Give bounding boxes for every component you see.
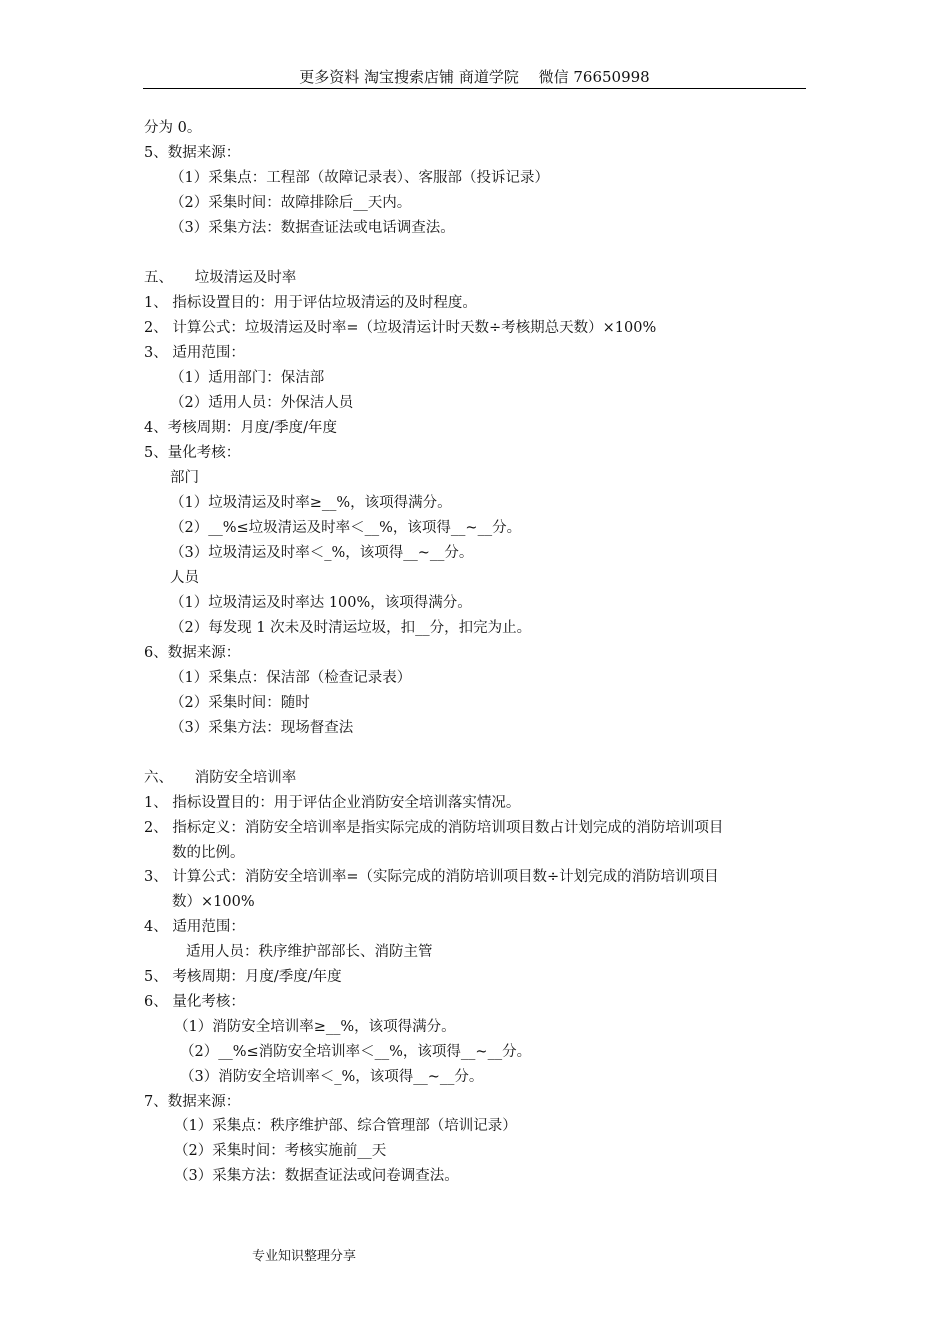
text-line: 1、 指标设置目的：用于评估企业消防安全培训落实情况。 xyxy=(144,795,521,811)
text-line: （1）采集点：保洁部（检查记录表） xyxy=(170,670,412,686)
text-line: 5、数据来源： xyxy=(144,145,241,161)
text-line: 分为 0。 xyxy=(144,120,202,136)
text-line: （3）消防安全培训率＜_%，该项得__~__分。 xyxy=(180,1069,484,1085)
text-line: （1）消防安全培训率≥__%，该项得满分。 xyxy=(174,1019,456,1035)
page-footer: 专业知识整理分享 xyxy=(252,1249,357,1264)
text-line: 数）×100% xyxy=(172,894,255,910)
text-line: 6、数据来源： xyxy=(144,645,241,661)
section-heading: 五、 垃圾清运及时率 xyxy=(144,270,297,286)
text-line: 7、数据来源： xyxy=(144,1094,241,1110)
text-line: 数的比例。 xyxy=(172,845,245,861)
text-line: （2）每发现 1 次未及时清运垃圾，扣__分，扣完为止。 xyxy=(170,620,532,636)
text-line: 3、 适用范围： xyxy=(144,345,245,361)
text-line: （2）采集时间：考核实施前__天 xyxy=(174,1143,387,1159)
text-line: 5、量化考核： xyxy=(144,445,241,461)
page-header: 更多资料 淘宝搜索店铺 商道学院 微信 76650998 xyxy=(143,66,806,89)
text-line: （1）适用部门：保洁部 xyxy=(170,370,325,386)
text-line: 4、考核周期：月度/季度/年度 xyxy=(144,420,337,436)
text-line: （2）__%≤消防安全培训率＜__%，该项得__~__分。 xyxy=(180,1044,532,1060)
text-line: （3）垃圾清运及时率＜_%，该项得__~__分。 xyxy=(170,545,474,561)
section-heading: 六、 消防安全培训率 xyxy=(144,770,297,786)
text-line: 2、 计算公式：垃圾清运及时率=（垃圾清运计时天数÷考核期总天数）×100% xyxy=(144,320,657,336)
text-line: 4、 适用范围： xyxy=(144,919,245,935)
text-line: 适用人员：秩序维护部部长、消防主管 xyxy=(186,944,433,960)
text-line: （1）垃圾清运及时率≥__%，该项得满分。 xyxy=(170,495,452,511)
text-line: 6、 量化考核： xyxy=(144,994,245,1010)
text-line: 1、 指标设置目的：用于评估垃圾清运的及时程度。 xyxy=(144,295,477,311)
text-line: （2）采集时间：故障排除后__天内。 xyxy=(170,195,412,211)
text-line: 5、 考核周期：月度/季度/年度 xyxy=(144,969,342,985)
text-line: （3）采集方法：数据查证法或电话调查法。 xyxy=(170,220,455,236)
text-line: 人员 xyxy=(170,570,199,586)
text-line: （2）适用人员：外保洁人员 xyxy=(170,395,354,411)
text-line: 3、 计算公式：消防安全培训率=（实际完成的消防培训项目数÷计划完成的消防培训项目 xyxy=(144,869,719,885)
text-line: （1）采集点：秩序维护部、综合管理部（培训记录） xyxy=(174,1118,517,1134)
text-line: （1）垃圾清运及时率达 100%，该项得满分。 xyxy=(170,595,472,611)
text-line: （2）采集时间：随时 xyxy=(170,695,310,711)
text-line: （1）采集点：工程部（故障记录表）、客服部（投诉记录） xyxy=(170,170,549,186)
text-line: 2、 指标定义：消防安全培训率是指实际完成的消防培训项目数占计划完成的消防培训项目 xyxy=(144,820,724,836)
text-line: （3）采集方法：数据查证法或问卷调查法。 xyxy=(174,1168,459,1184)
text-line: （3）采集方法：现场督查法 xyxy=(170,720,354,736)
text-line: 部门 xyxy=(170,470,199,486)
text-line: （2）__%≤垃圾清运及时率＜__%，该项得__~__分。 xyxy=(170,520,522,536)
